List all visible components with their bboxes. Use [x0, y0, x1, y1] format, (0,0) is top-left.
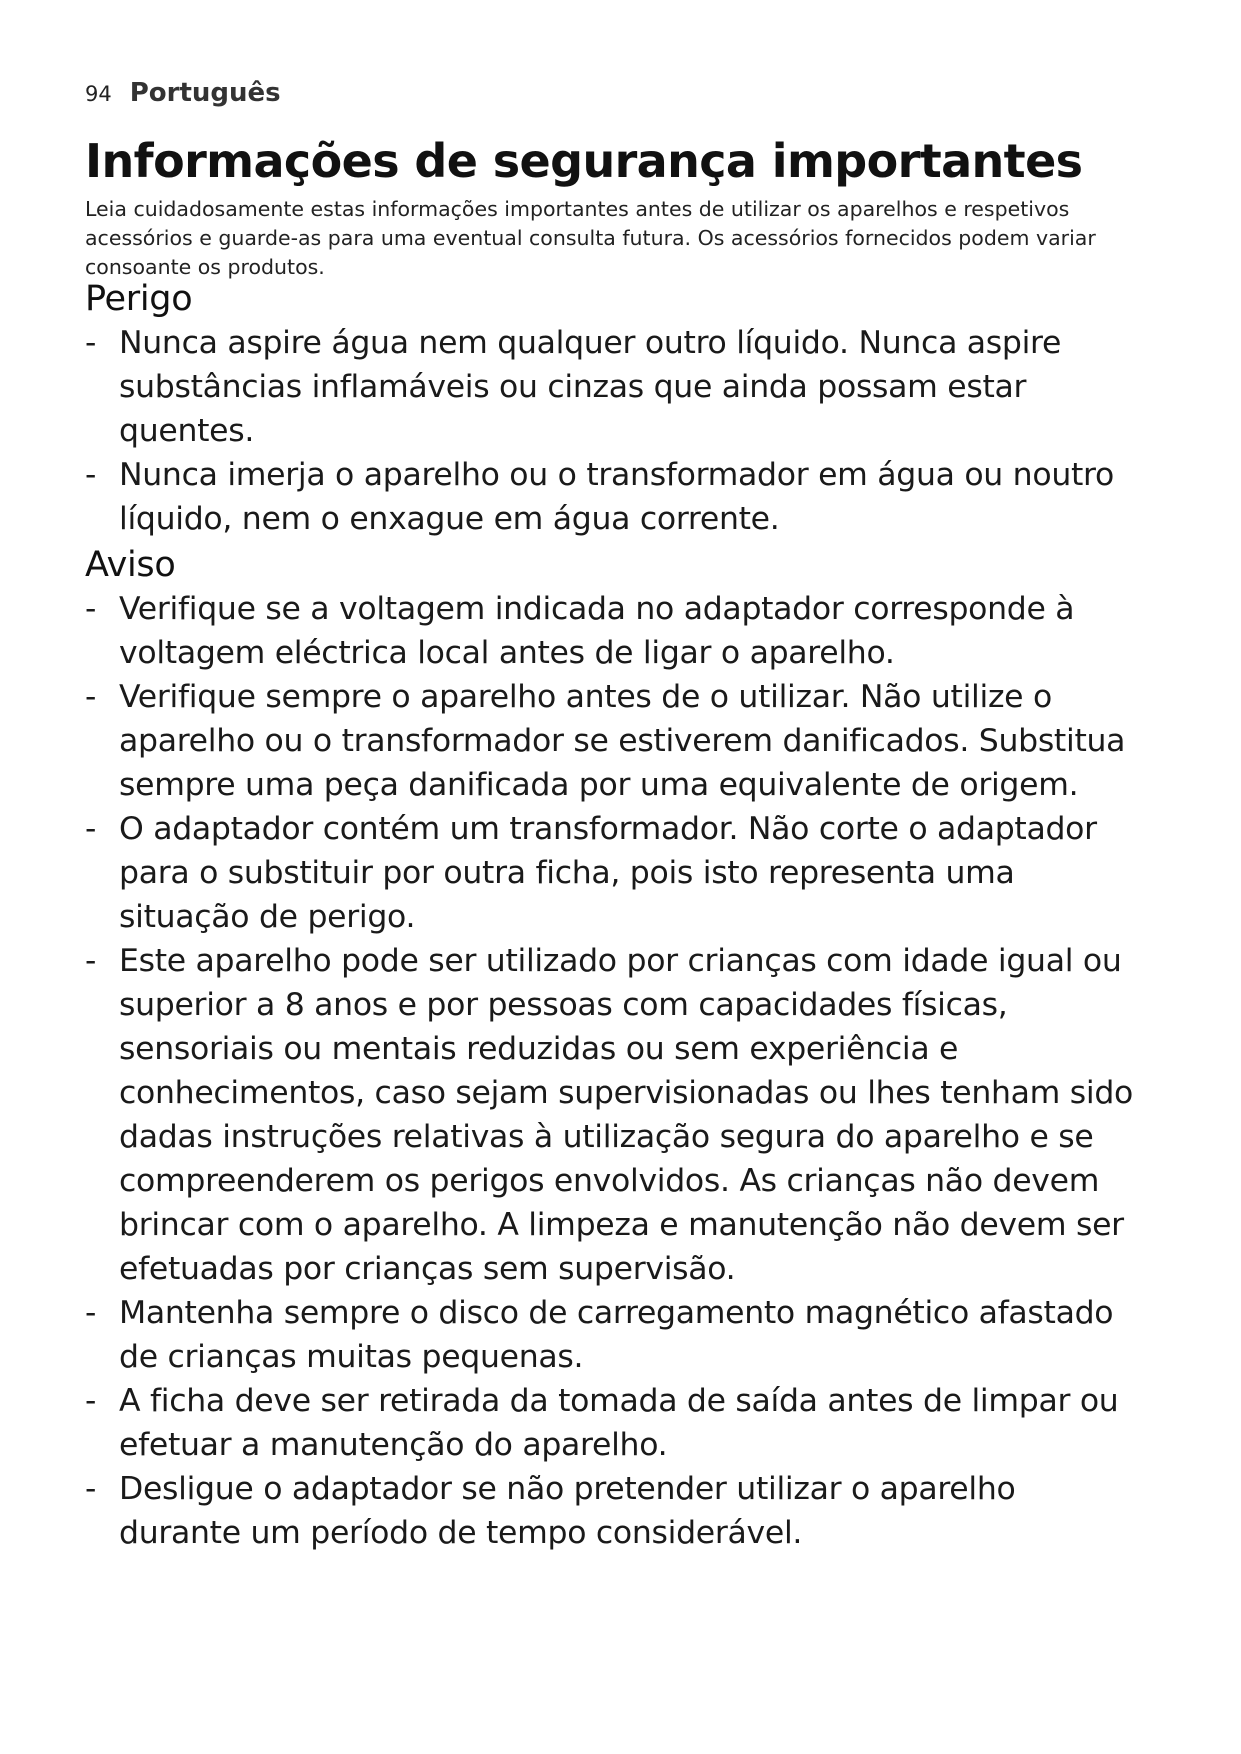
item-line: para o substituir por outra ficha, pois isto representa uma — [119, 855, 1015, 891]
list-item — [85, 1467, 1165, 1555]
item-line: durante um período de tempo considerável. — [119, 1515, 803, 1551]
item-line: superior a 8 anos e por pessoas com capacidades físicas, — [119, 987, 1008, 1023]
item-line: Este aparelho pode ser utilizado por crianças com idade igual ou — [119, 943, 1122, 979]
bullet-dash: - — [85, 1471, 97, 1507]
item-line: Mantenha sempre o disco de carregamento magnético afastado — [119, 1295, 1114, 1331]
bullet-dash: - — [85, 1295, 97, 1331]
language-label: Português — [129, 78, 281, 108]
item-line: Verifique sempre o aparelho antes de o utilizar. Não utilize o — [119, 679, 1052, 715]
warning-heading: Aviso — [85, 545, 176, 585]
warning-list — [85, 587, 1165, 1555]
bullet-dash: - — [85, 591, 97, 627]
list-item — [85, 939, 1165, 1291]
intro-line: consoante os produtos. — [85, 255, 325, 279]
page-number: 94 — [85, 82, 112, 106]
bullet-dash: - — [85, 811, 97, 847]
danger-heading: Perigo — [85, 279, 193, 319]
item-line: líquido, nem o enxague em água corrente. — [119, 501, 780, 537]
item-line: Desligue o adaptador se não pretender utilizar o aparelho — [119, 1471, 1016, 1507]
item-line: O adaptador contém um transformador. Não corte o adaptador — [119, 811, 1097, 847]
list-item — [85, 587, 1165, 675]
bullet-dash: - — [85, 1383, 97, 1419]
item-line: de crianças muitas pequenas. — [119, 1339, 584, 1375]
warning-section — [85, 543, 1165, 1555]
list-item — [85, 1291, 1165, 1379]
list-item — [85, 675, 1165, 807]
item-line: A ficha deve ser retirada da tomada de saída antes de limpar ou — [119, 1383, 1119, 1419]
item-line: sensoriais ou mentais reduzidas ou sem experiência e — [119, 1031, 959, 1067]
item-line: brincar com o aparelho. A limpeza e manutenção não devem ser — [119, 1207, 1124, 1243]
list-item — [85, 321, 1165, 453]
list-item — [85, 807, 1165, 939]
item-line: quentes. — [119, 413, 255, 449]
bullet-dash: - — [85, 325, 97, 361]
intro-paragraph — [85, 195, 1145, 282]
danger-section — [85, 277, 1165, 541]
intro-line: acessórios e guarde-as para uma eventual consulta futura. Os acessórios fornecidos podem variar — [85, 226, 1096, 250]
bullet-dash: - — [85, 457, 97, 493]
item-line: efetuar a manutenção do aparelho. — [119, 1427, 668, 1463]
item-line: situação de perigo. — [119, 899, 416, 935]
item-line: Nunca imerja o aparelho ou o transformador em água ou noutro — [119, 457, 1114, 493]
danger-list — [85, 321, 1165, 541]
item-line: efetuadas por crianças sem supervisão. — [119, 1251, 736, 1287]
bullet-dash: - — [85, 943, 97, 979]
page-header — [85, 78, 281, 108]
item-line: Verifique se a voltagem indicada no adaptador corresponde à — [119, 591, 1075, 627]
item-line: dadas instruções relativas à utilização segura do aparelho e se — [119, 1119, 1094, 1155]
item-line: compreenderem os perigos envolvidos. As crianças não devem — [119, 1163, 1100, 1199]
item-line: conhecimentos, caso sejam supervisionadas ou lhes tenham sido — [119, 1075, 1134, 1111]
item-line: substâncias inflamáveis ou cinzas que ainda possam estar — [119, 369, 1027, 405]
item-line: sempre uma peça danificada por uma equivalente de origem. — [119, 767, 1079, 803]
list-item — [85, 1379, 1165, 1467]
intro-line: Leia cuidadosamente estas informações importantes antes de utilizar os aparelhos e respetivos — [85, 197, 1070, 221]
item-line: Nunca aspire água nem qualquer outro líquido. Nunca aspire — [119, 325, 1062, 361]
page-title: Informações de segurança importantes — [85, 134, 1083, 188]
list-item — [85, 453, 1165, 541]
item-line: voltagem eléctrica local antes de ligar o aparelho. — [119, 635, 895, 671]
item-line: aparelho ou o transformador se estiverem danificados. Substitua — [119, 723, 1126, 759]
bullet-dash: - — [85, 679, 97, 715]
